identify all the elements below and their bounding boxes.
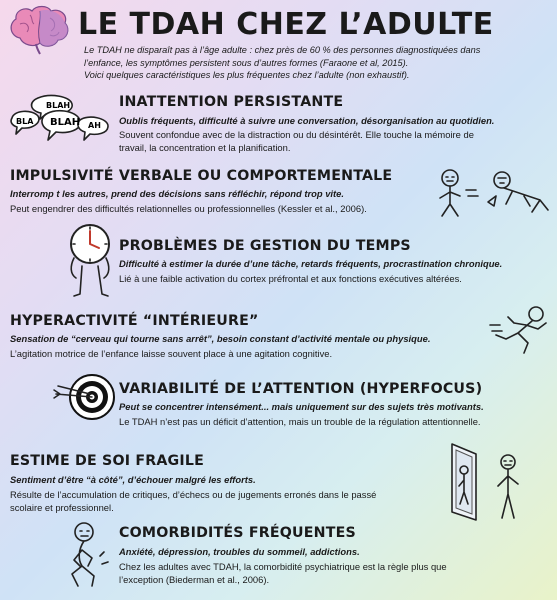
section-title: HYPERACTIVITÉ “INTÉRIEURE” [10,313,259,329]
bubble-text: BLA [16,117,34,126]
interrupting-people-icon [432,166,550,218]
section-highlight: Difficulté à estimer la durée d’une tâche, retards fréquents, procrastination chronique. [119,258,503,269]
section-inattention [119,93,549,154]
section-description [119,273,549,286]
section-highlight: Interromp t les autres, prend des décisions sans réfléchir, répond trop vite. [10,188,344,199]
description-line: Souvent confondue avec de la distraction ou du désintérêt. Elle touche la mémoire de [119,129,474,140]
section-highlight: Sentiment d’être “à côté”, d’échouer malgré les efforts. [10,474,256,485]
target-icon [52,372,114,422]
section-title: INATTENTION PERSISTANTE [119,94,344,110]
intro-line: Le TDAH ne disparaît pas à l’âge adulte : chez près de 60 % des personnes diagnostiquées dans [84,45,481,55]
section-description [119,416,549,429]
section-highlight: Peut se concentrer intensément... mais uniquement sur des sujets très motivants. [119,401,484,412]
running-person-icon [488,305,550,355]
section-title: ESTIME DE SOI FRAGILE [10,453,204,469]
brain-icon [6,4,72,54]
description-line: scolaire et professionnel. [10,501,114,513]
section-highlight: Oublis fréquents, difficulté à suivre une conversation, désorganisation au quotidien. [119,115,495,126]
description-line: travail, la concentration et la planification. [119,141,291,153]
section-description [10,489,450,514]
section-title: COMORBIDITÉS FRÉQUENTES [119,525,356,541]
section-self-esteem [10,452,450,514]
intro-text [84,44,554,82]
section-highlight: Sensation de “cerveau qui tourne sans arrêt”, besoin constant d’activité mentale ou physique. [10,333,431,344]
description-line: Lié à une faible activation du cortex préfrontal et aux fonctions exécutives altérées. [119,273,462,284]
description-line: Peut engendrer des difficultés relationnelles ou professionnelles (Kessler et al., 2006). [10,203,367,214]
description-line: Le TDAH n’est pas un déficit d’attention, mais un trouble de la régulation attentionnelle. [119,416,481,427]
section-title: IMPULSIVITÉ VERBALE OU COMPORTEMENTALE [10,168,393,184]
section-impulsivity [10,167,430,216]
section-description [10,203,430,216]
description-line: Résulte de l’accumulation de critiques, d’échecs ou de jugements erronés dans le passé [10,489,377,500]
section-time-management [119,237,549,286]
bubble-text: BLAH [46,101,71,110]
description-line: l’exception (Biederman et al., 2006). [119,573,270,585]
section-highlight: Anxiété, dépression, troubles du sommeil, addictions. [119,546,360,557]
section-description [119,561,549,586]
intro-line: Voici quelques caractéristiques les plus fréquentes chez l’adulte (non exhaustif). [84,70,410,80]
crouching-person-icon [56,520,118,590]
section-description [119,129,549,154]
description-line: L’agitation motrice de l’enfance laisse souvent place à une agitation cognitive. [10,348,333,359]
speech-bubbles-icon [8,94,112,150]
bubble-text: AH [88,121,101,130]
clock-carrier-icon [64,222,116,298]
page-title: LE TDAH CHEZ L’ADULTE [78,7,494,42]
mirror-icon [446,440,550,524]
section-attention-variability [119,380,549,429]
section-inner-hyperactivity [10,312,490,361]
intro-line: l’enfance, les symptômes persistent sous d’autres formes (Faraone et al, 2015). [84,57,409,68]
section-title: PROBLÈMES DE GESTION DU TEMPS [119,238,411,254]
section-comorbidities [119,524,549,586]
section-description [10,348,490,361]
description-line: Chez les adultes avec TDAH, la comorbidité psychiatrique est la règle plus que [119,561,447,572]
section-title: VARIABILITÉ DE L’ATTENTION (HYPERFOCUS) [119,381,483,397]
bubble-text: BLAH [50,117,81,128]
